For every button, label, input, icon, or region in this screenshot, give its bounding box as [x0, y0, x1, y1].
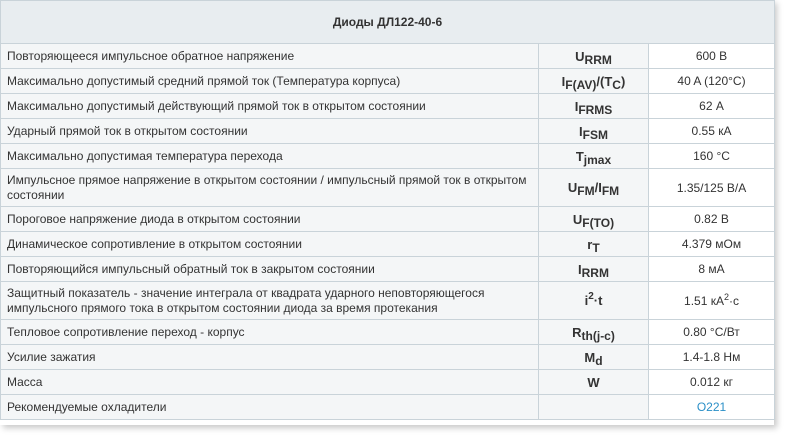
table-row — [1, 232, 775, 257]
param-symbol: UF(TO) — [539, 207, 649, 232]
param-symbol: IF(AV)/(TC) — [539, 69, 649, 94]
param-name: Ударный прямой ток в открытом состоянии — [1, 119, 539, 144]
table-row — [1, 282, 775, 320]
param-value — [649, 395, 775, 420]
param-value: 8 мА — [649, 257, 775, 282]
param-symbol: Md — [539, 345, 649, 370]
param-value: 1.51 $кА^2\cdot с$ — [649, 282, 775, 320]
param-symbol: rT — [539, 232, 649, 257]
param-symbol: IRRM — [539, 257, 649, 282]
param-name: Масса — [1, 370, 539, 395]
table-row — [1, 44, 775, 69]
table-row — [1, 144, 775, 169]
param-value: 160 °С — [649, 144, 775, 169]
param-value: 62 А — [649, 94, 775, 119]
table-row — [1, 207, 775, 232]
table-row — [1, 257, 775, 282]
param-symbol: UFM/IFM — [539, 169, 649, 207]
param-value: 0.55 кА — [649, 119, 775, 144]
param-name: Тепловое сопротивление переход - корпус — [1, 320, 539, 345]
table-row — [1, 119, 775, 144]
table-row — [1, 169, 775, 207]
param-name: Повторяющийся импульсный обратный ток в закрытом состоянии — [1, 257, 539, 282]
table-row — [1, 320, 775, 345]
cooler-link[interactable]: О221 — [696, 400, 727, 414]
param-name: Усилие зажатия — [1, 345, 539, 370]
param-name: Максимально допустимый действующий прямой ток в открытом состоянии — [1, 94, 539, 119]
param-symbol: IFSM — [539, 119, 649, 144]
param-name: Рекомендуемые охладители — [1, 395, 539, 420]
param-symbol: W — [539, 370, 649, 395]
param-value: 1.4-1.8 Нм — [649, 345, 775, 370]
param-symbol: IFRMS — [539, 94, 649, 119]
param-name: Пороговое напряжение диода в открытом состоянии — [1, 207, 539, 232]
param-symbol — [539, 395, 649, 420]
table-row — [1, 69, 775, 94]
param-name: Максимально допустимый средний прямой ток (Температура корпуса) — [1, 69, 539, 94]
param-name: Динамическое сопротивление в открытом состоянии — [1, 232, 539, 257]
param-value: 0.82 В — [649, 207, 775, 232]
param-symbol: URRM — [539, 44, 649, 69]
param-symbol: Tjmax — [539, 144, 649, 169]
table-row — [1, 395, 775, 420]
table-row — [1, 345, 775, 370]
table-title: Диоды ДЛ122-40-6 — [1, 1, 775, 44]
param-value: 4.379 мОм — [649, 232, 775, 257]
param-value: 1.35/125 В/А — [649, 169, 775, 207]
param-name: Максимально допустимая температура перехода — [1, 144, 539, 169]
param-value: 0.80 °С/Вт — [649, 320, 775, 345]
param-name: Повторяющееся импульсное обратное напряжение — [1, 44, 539, 69]
param-value: 0.012 кг — [649, 370, 775, 395]
param-name: Импульсное прямое напряжение в открытом состоянии / импульсный прямой ток в открытом состоянии — [1, 169, 539, 207]
table-header-row — [1, 1, 775, 44]
param-symbol: Rth(j-c) — [539, 320, 649, 345]
param-value: 600 В — [649, 44, 775, 69]
table-row — [1, 94, 775, 119]
param-name: Защитный показатель - значение интеграла от квадрата ударного неповторяющегося импульсного прямого тока в открытом состоянии диода за время протекания — [1, 282, 539, 320]
table-row — [1, 370, 775, 395]
param-value: 40 A (120°C) — [649, 69, 775, 94]
param-symbol: $i^2\cdot t$ — [539, 282, 649, 320]
